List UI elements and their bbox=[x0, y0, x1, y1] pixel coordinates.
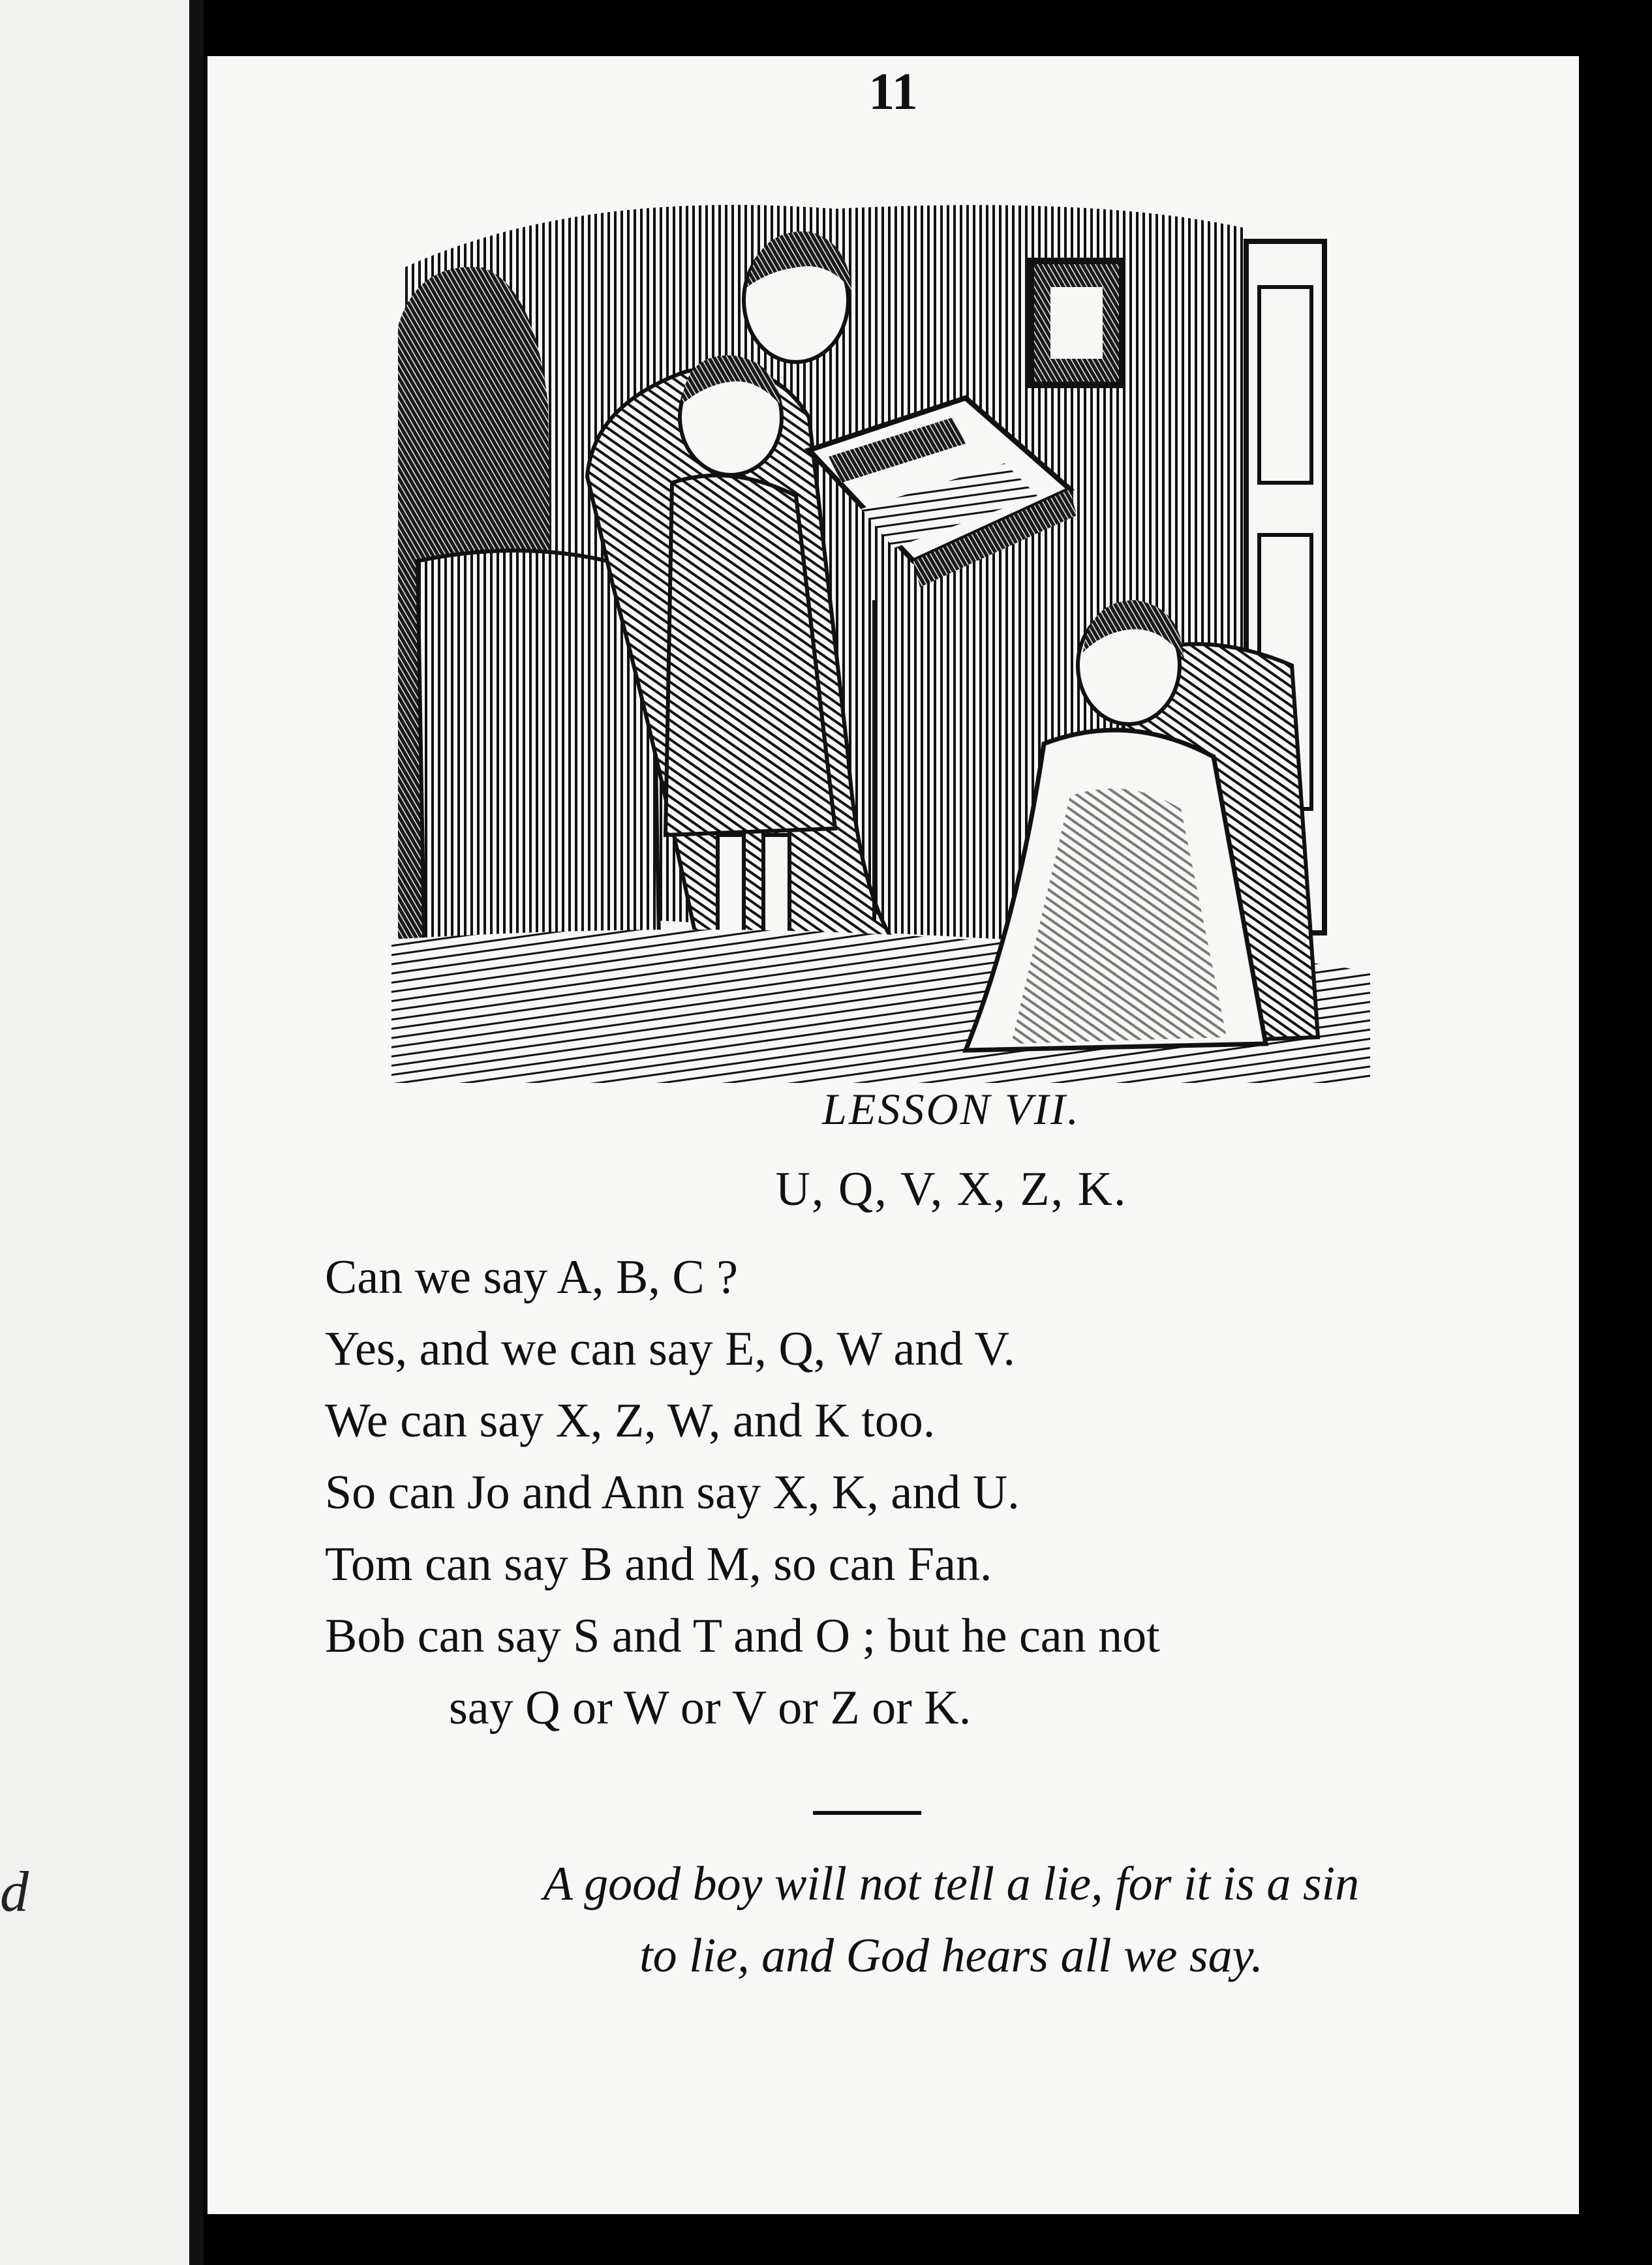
lesson-line: Bob can say S and T and O ; but he can not bbox=[325, 1609, 1160, 1663]
left-page-fragment: d bbox=[0, 1861, 29, 1924]
left-page-edge bbox=[0, 0, 196, 2265]
lesson-letters: U, Q, V, X, Z, K. bbox=[775, 1163, 1127, 1216]
lesson-line: Yes, and we can say E, Q, W and V. bbox=[325, 1322, 1015, 1376]
engraving-illustration-icon bbox=[378, 170, 1383, 1089]
lesson-line: Can we say A, B, C ? bbox=[325, 1251, 739, 1304]
lesson-title: LESSON VII. bbox=[822, 1084, 1080, 1134]
moral-line: to lie, and God hears all we say. bbox=[639, 1929, 1263, 1983]
book-gutter bbox=[189, 0, 204, 2265]
book-page bbox=[207, 56, 1579, 2214]
page-number: 11 bbox=[868, 63, 918, 121]
lesson-line: say Q or W or V or Z or K. bbox=[449, 1681, 971, 1735]
lesson-line: Tom can say B and M, so can Fan. bbox=[325, 1538, 992, 1591]
lesson-line: So can Jo and Ann say X, K, and U. bbox=[325, 1466, 1020, 1519]
lesson-line: We can say X, Z, W, and K too. bbox=[325, 1394, 936, 1448]
section-divider bbox=[813, 1811, 921, 1815]
moral-line: A good boy will not tell a lie, for it is a sin bbox=[543, 1857, 1360, 1911]
